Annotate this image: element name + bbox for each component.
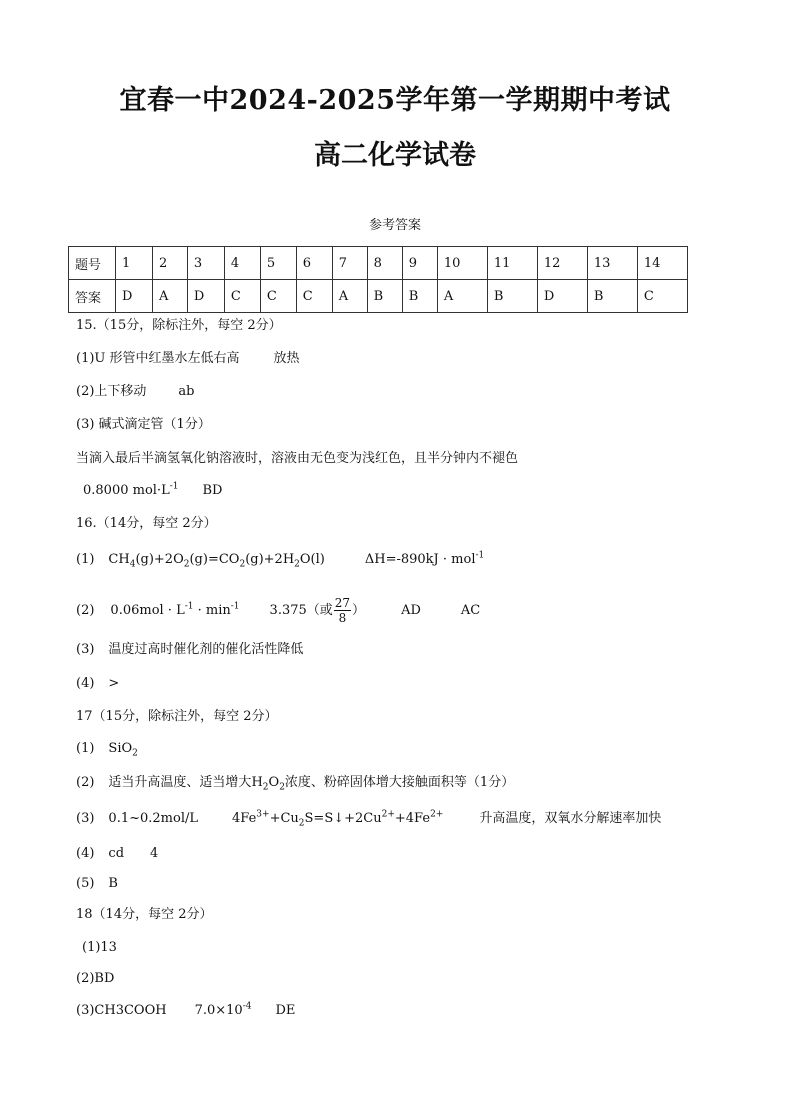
- q15-header: 15.（15分，除标注外，每空 2分）: [76, 318, 282, 333]
- q16-part4-text: >: [108, 676, 120, 691]
- q18-part1: (1)13: [82, 940, 117, 955]
- answer-cell: B: [587, 280, 637, 313]
- q17-part1-formula: SiO$_2$: [108, 741, 138, 759]
- q15-part3-values: [83, 482, 222, 500]
- q17-part5: [76, 875, 118, 893]
- q17-part3: [76, 810, 661, 828]
- page-subtitle: 高二化学试卷: [314, 140, 476, 171]
- q17-ionic-equation: $4Fe^{3+}+Cu_2S=S↓+2Cu^{2+}+4Fe^{2+}$: [232, 809, 444, 829]
- answer-table: [68, 246, 688, 313]
- q18-ka-exp: -4: [242, 1001, 252, 1012]
- question-number: 8: [367, 247, 402, 280]
- q16-fraction-denominator: 8: [338, 611, 347, 625]
- answer-cell: A: [332, 280, 367, 313]
- question-number-row: [69, 247, 688, 280]
- q16-rate-exp1: -1: [184, 601, 194, 612]
- q16-part3: [76, 641, 303, 659]
- q15-part3-text: 当滴入最后半滴氢氧化钠溶液时，溶液由无色变为浅红色，且半分钟内不褪色: [76, 451, 519, 466]
- answer-cell: C: [260, 280, 296, 313]
- question-number: 3: [187, 247, 224, 280]
- question-number: 10: [437, 247, 487, 280]
- q16-rate-exp2: -1: [230, 601, 240, 612]
- q15-part1-a: (1)U 形管中红墨水左低右高: [76, 351, 240, 366]
- q15-part3: (3) 碱式滴定管（1分）: [76, 417, 211, 432]
- q16-part4: [76, 675, 119, 693]
- q16-part1: [76, 551, 484, 569]
- q17-part2: [76, 774, 514, 792]
- answer-cell: C: [637, 280, 687, 313]
- answer-cell: D: [116, 280, 153, 313]
- q17-h2o2: $H_2O_2$: [251, 775, 285, 793]
- q15-part2-b: ab: [178, 384, 195, 399]
- q17-part3-label: (3): [76, 811, 95, 826]
- q15-part3-answer: BD: [202, 483, 223, 498]
- q16-part2: [76, 596, 480, 625]
- q16-enthalpy: ΔH=-890kJ · mol: [364, 552, 476, 567]
- q15-part1-b: 放热: [273, 351, 300, 366]
- question-number: 14: [637, 247, 687, 280]
- q16-part2-d: AC: [460, 603, 481, 618]
- q17-part1-label: (1): [76, 741, 95, 756]
- question-number: 4: [224, 247, 260, 280]
- q17-part4-b: 4: [150, 846, 159, 861]
- q15-part1: [76, 350, 300, 368]
- answer-cell: B: [402, 280, 437, 313]
- page-title: 宜春一中2024-2025学年第一学期期中考试: [119, 85, 671, 116]
- row-label-answer: 答案: [69, 280, 116, 313]
- q17-part5-a: B: [108, 876, 118, 891]
- q16-part2-c: AD: [401, 603, 421, 618]
- q16-enthalpy-exp: -1: [475, 550, 485, 561]
- q15-concentration-exp: -1: [169, 481, 179, 492]
- q17-part3-concentration: 0.1~0.2mol/L: [108, 811, 198, 826]
- q16-fraction-numerator: 27: [334, 596, 351, 610]
- question-number: 11: [487, 247, 537, 280]
- q17-part2-text1: 适当升高温度、适当增大: [108, 775, 252, 790]
- q16-part1-label: (1): [76, 552, 95, 567]
- q16-part3-text: 温度过高时催化剂的催化活性降低: [108, 642, 304, 657]
- q17-part3-reason: 升高温度，双氧水分解速率加快: [479, 811, 662, 826]
- answer-cell: C: [224, 280, 260, 313]
- row-label-question: 题号: [69, 247, 116, 280]
- question-number: 1: [116, 247, 153, 280]
- answer-cell: C: [296, 280, 332, 313]
- q17-part5-label: (5): [76, 876, 95, 891]
- q17-part4: [76, 845, 158, 863]
- question-number: 2: [153, 247, 188, 280]
- q17-part2-text2: 浓度、粉碎固体增大接触面积等（1分）: [284, 775, 515, 790]
- answer-cell: B: [367, 280, 402, 313]
- question-number: 9: [402, 247, 437, 280]
- q16-equation: $CH_4(g)+2O_2(g)=CO_2(g)+2H_2O(l)$: [108, 552, 325, 570]
- answer-cell: D: [537, 280, 587, 313]
- q18-ka: 7.0×10: [194, 1003, 243, 1018]
- q17-part1: [76, 740, 138, 758]
- q18-part3-c: DE: [275, 1003, 296, 1018]
- question-number: 7: [332, 247, 367, 280]
- q15-concentration: 0.8000 mol·L: [83, 483, 170, 498]
- question-number: 13: [587, 247, 637, 280]
- answer-heading: 参考答案: [368, 218, 421, 233]
- q16-k: 3.375（或: [269, 603, 333, 618]
- q18-part3: [76, 1002, 295, 1020]
- q18-header: 18（14分，每空 2分）: [76, 907, 213, 922]
- q16-part4-label: (4): [76, 676, 95, 691]
- q18-acid: CH3COOH: [94, 1003, 167, 1018]
- question-number: 12: [537, 247, 587, 280]
- question-number: 6: [296, 247, 332, 280]
- answer-row: [69, 280, 688, 313]
- q18-part3-label: (3): [76, 1003, 95, 1018]
- q15-part2: [76, 383, 195, 401]
- question-number: 5: [260, 247, 296, 280]
- q18-part2: (2)BD: [76, 971, 115, 986]
- q16-fraction: [334, 596, 351, 625]
- q16-header: 16.（14分，每空 2分）: [76, 516, 217, 531]
- q17-part4-label: (4): [76, 846, 95, 861]
- q17-part2-label: (2): [76, 775, 95, 790]
- answer-cell: A: [153, 280, 188, 313]
- q17-part4-a: cd: [108, 846, 125, 861]
- q16-rate: 0.06mol · L: [110, 603, 185, 618]
- q16-k-close: ）: [352, 603, 366, 618]
- q16-part2-label: (2): [76, 603, 95, 618]
- q16-rate-unit: · min: [193, 603, 231, 618]
- answer-cell: D: [187, 280, 224, 313]
- q17-header: 17（15分，除标注外，每空 2分）: [76, 709, 278, 724]
- answer-cell: B: [487, 280, 537, 313]
- answer-cell: A: [437, 280, 487, 313]
- q16-part3-label: (3): [76, 642, 95, 657]
- q15-part2-a: (2)上下移动: [76, 384, 147, 399]
